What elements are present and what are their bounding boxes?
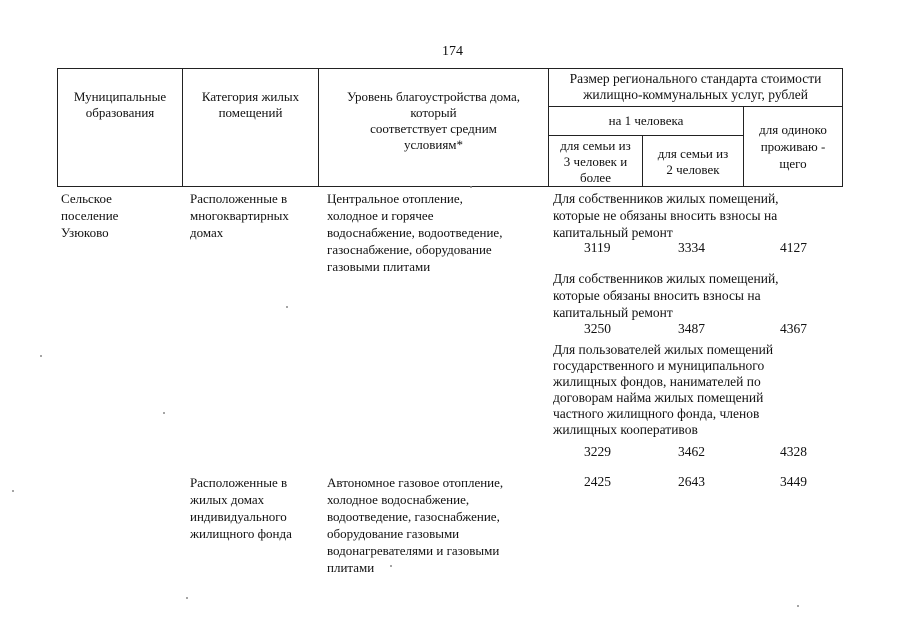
row1-group1-family3: 3119 bbox=[584, 240, 611, 255]
header-municipalities: Муниципальные образования bbox=[73, 89, 167, 120]
header-single: для одиноко проживаю - щего bbox=[759, 122, 827, 171]
row1-amenity-level: Центральное отопление, холодное и горячее водоснабжение, водоотведение, газоснабжение, оборудование газовыми плитами bbox=[327, 191, 503, 274]
row1-group2-label: Для собственников жилых помещений, которые обязаны вносить взносы на капитальный ремонт bbox=[553, 271, 779, 320]
row1-group3-single: 4328 bbox=[780, 444, 807, 459]
header-housing-category: Категория жилых помещений bbox=[201, 89, 300, 120]
row1-group2-family2: 3487 bbox=[678, 321, 705, 336]
row2-category: Расположенные в жилых домах индивидуального жилищного фонда bbox=[190, 475, 292, 541]
header-family-3: для семьи из 3 человек и более bbox=[560, 138, 631, 185]
row1-group1-single: 4127 bbox=[780, 240, 807, 255]
row1-group2-family3: 3250 bbox=[584, 321, 611, 336]
page-number: 174 bbox=[442, 44, 463, 59]
row1-group1-label: Для собственников жилых помещений, которые не обязаны вносить взносы на капитальный ремонт bbox=[553, 191, 779, 240]
row2-family2: 2643 bbox=[678, 474, 705, 489]
header-standard-size: Размер регионального стандарта стоимости жилищно-коммунальных услуг, рублей bbox=[569, 71, 822, 102]
row1-group3-label: Для пользователей жилых помещений государственного и муниципального жилищных фондов, нанимателей по договорам найма жилых помещений частного жилищного фонда, членов жилищных кооперативов bbox=[553, 342, 774, 437]
row2-amenity-level: Автономное газовое отопление, холодное водоснабжение, водоотведение, газоснабжение, оборудование газовыми водонагревателями и газовыми плитами bbox=[327, 475, 504, 575]
row2-single: 3449 bbox=[780, 474, 807, 489]
header-amenity-level: Уровень благоустройства дома, который соответствует средним условиям* bbox=[346, 89, 521, 152]
header-family-2: для семьи из 2 человек bbox=[657, 146, 729, 177]
row1-group1-family2: 3334 bbox=[678, 240, 705, 255]
row1-group2-single: 4367 bbox=[780, 321, 807, 336]
row1-group3-family3: 3229 bbox=[584, 444, 611, 459]
header-per-person: на 1 человека bbox=[608, 113, 684, 128]
row1-group3-family2: 3462 bbox=[678, 444, 705, 459]
row1-municipality: Сельское поселение Узюково bbox=[61, 191, 119, 240]
row1-category: Расположенные в многоквартирных домах bbox=[190, 191, 289, 240]
row2-family3: 2425 bbox=[584, 474, 611, 489]
